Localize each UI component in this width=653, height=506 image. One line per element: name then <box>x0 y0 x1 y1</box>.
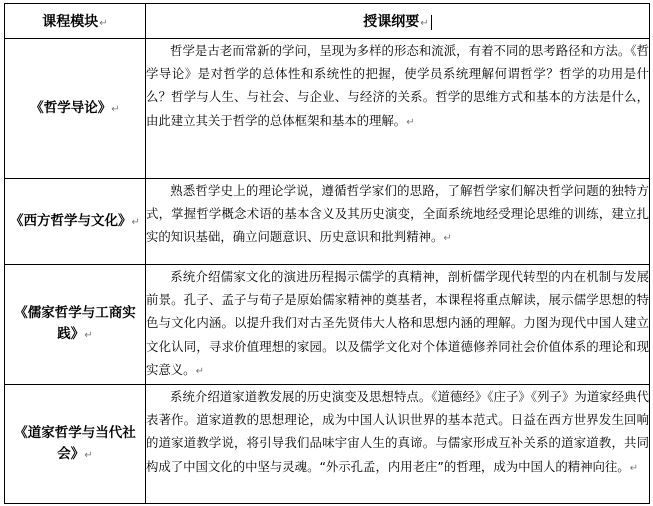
outline-cell <box>146 179 650 265</box>
module-name: 《西方哲学与文化》 <box>10 212 132 229</box>
header-module-label: 课程模块 <box>42 14 99 30</box>
paragraph-mark-icon: ↵ <box>406 116 415 128</box>
paragraph-mark-icon: ↵ <box>99 18 108 29</box>
header-outline <box>146 4 650 39</box>
paragraph-mark-icon: ↵ <box>84 330 93 341</box>
module-cell <box>5 385 146 504</box>
outline-text: 系统介绍道家道教发展的历史演变及思想特点。《道德经》《庄子》《列子》为道家经典代表著作。道家道教的思想理论，成为中国人认识世界的基本范式。日益在西方世界发生回响的道家道教学说，将引导我们品味宇宙人生的真谛。与儒家形成互补关系的道家道教，共同构成了中国文化的中坚与灵魂。“外示孔孟，内用老庄”的哲理，成为中国人的精神向往。 <box>146 389 649 474</box>
module-name: 《道家哲学与当代社会》 <box>14 424 136 462</box>
outline-cell <box>146 39 650 179</box>
paragraph-mark-icon: ↵ <box>84 449 93 461</box>
outline-text: 哲学是古老而常新的学问，呈现为多样的形态和流派，有着不同的思考路径和方法。《哲学导论》是对哲学的总体性和系统性的把握，使学员系统理解何谓哲学？哲学的功用是什么？哲学与人生、与社会、与企业、与经济的关系。哲学的思维方式和基本的方法是什么，由此建立其关于哲学的总体框架和基本的理解。 <box>146 43 649 128</box>
module-name: 《哲学导论》 <box>30 99 112 116</box>
course-table <box>4 3 650 504</box>
table-row <box>5 265 650 385</box>
module-cell <box>5 39 146 179</box>
module-cell <box>5 179 146 265</box>
outline-cell <box>146 385 650 504</box>
outline-cell <box>146 265 650 385</box>
table-header-row <box>5 4 650 39</box>
header-outline-label: 授课纲要 <box>363 14 420 30</box>
table-row <box>5 39 650 179</box>
text-cursor <box>431 15 432 30</box>
outline-text: 熟悉哲学史上的理论学说，遵循哲学家们的思路，了解哲学家们解决哲学问题的独特方式，掌握哲学概念术语的基本含义及其历史演变，全面系统地经受理论思维的训练，建立扎实的知识基础，确立问题意识、历史意识和批判精神。 <box>146 183 649 245</box>
paragraph-mark-icon: ↵ <box>443 233 452 245</box>
paragraph-mark-icon: ↵ <box>131 216 140 228</box>
paragraph-mark-icon: ↵ <box>420 18 429 29</box>
paragraph-mark-icon: ↵ <box>629 462 639 474</box>
header-module <box>5 4 146 39</box>
table-row <box>5 385 650 504</box>
module-cell <box>5 265 146 385</box>
table-row <box>5 179 650 265</box>
paragraph-mark-icon: ↵ <box>111 103 120 115</box>
paragraph-mark-icon: ↵ <box>195 365 204 377</box>
outline-text: 系统介绍儒家文化的演进历程揭示儒学的真精神，剖析儒学现代转型的内在机制与发展前景。孔子、孟子与荀子是原始儒家精神的奠基者，本课程将重点解读，展示儒学思想的特色与文化内涵。以提升我们对古圣先贤伟大人格和思想内涵的理解。力图为现代中国人建立文化认同，寻求价值理想的家园。以及儒学文化对个体道德修养同社会价值体系的理论和现实意义。 <box>146 269 649 377</box>
module-name: 《儒家哲学与工商实践》 <box>14 305 136 342</box>
